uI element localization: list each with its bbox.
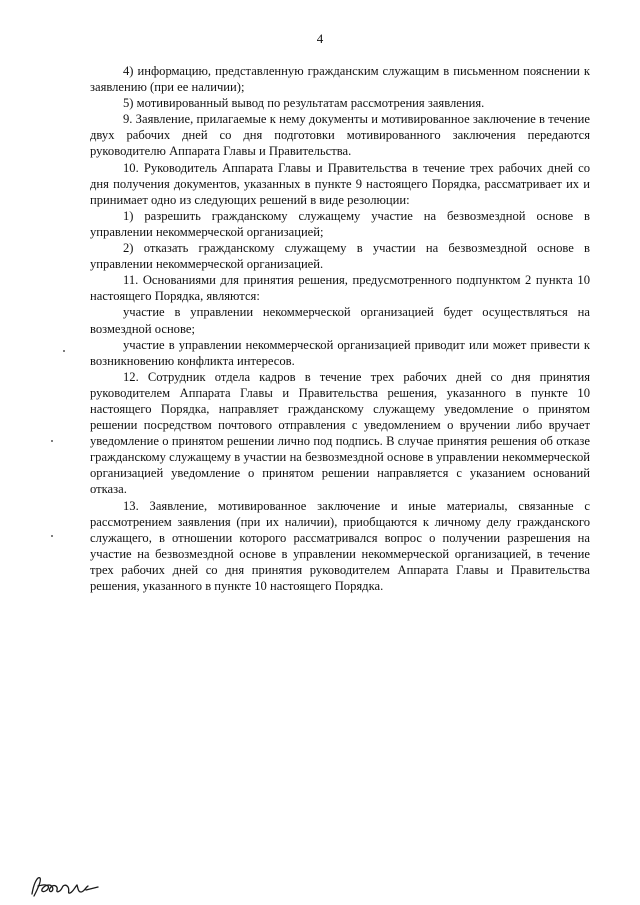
- paragraph-11-ground-2: участие в управлении некоммерческой организацией приводит или может привести к возникновению конфликта интересов.: [90, 337, 590, 368]
- paragraph-10-option-2: 2) отказать гражданскому служащему в участии на безвозмездной основе в управлении некоммерческой организацией.: [90, 241, 590, 272]
- paragraph-11: 11. Основаниями для принятия решения, предусмотренного подпунктом 2 пункта 10 настоящего Порядка, являются:: [90, 273, 590, 304]
- handwritten-signature: [28, 872, 108, 900]
- paragraph-10: 10. Руководитель Аппарата Главы и Правительства в течение трех рабочих дней со дня получения документов, указанных в пункте 9 настоящего Порядка, рассматривает их и принимает одно из следующих решений в виде резолюции:: [90, 160, 590, 207]
- page-number: 4: [316, 31, 324, 46]
- paragraph-11-ground-1: участие в управлении некоммерческой организацией будет осуществляться на возмездной основе;: [90, 305, 590, 336]
- scan-speck: [51, 440, 53, 442]
- paragraph-10-option-1: 1) разрешить гражданскому служащему участие на безвозмездной основе в управлении некоммерческой организацией;: [90, 208, 590, 239]
- paragraph-12: 12. Сотрудник отдела кадров в течение трех рабочих дней со дня принятия руководителем Аппарата Главы и Правительства решения, указанного в пункте 10 настоящего Порядка, направляет гражданскому служащему уведомление о принятом решении посредством почтового отправления с уведомлением о вручении либо вручает уведомление о принятом решении лично под подпись. В случае принятия решения об отказе гражданскому служащему в участии на безвозмездной основе в управлении некоммерческой организацией уведомление о принятом решении направляется с указанием оснований отказа.: [90, 369, 590, 497]
- paragraph-item-5: 5) мотивированный вывод по результатам рассмотрения заявления.: [123, 96, 485, 111]
- scan-speck: [51, 535, 53, 537]
- scan-speck: [63, 350, 65, 352]
- document-body: [90, 63, 590, 594]
- paragraph-13: 13. Заявление, мотивированное заключение и иные материалы, связанные с рассмотрением заявления (при их наличии), приобщаются к личному делу гражданского служащего, в отношении которого рассматривался вопрос о получении разрешения на участие на безвозмездной основе в управлении некоммерческой организацией, в течение трех рабочих дней со дня принятия руководителем Аппарата Главы и Правительства решения, указанного в пункте 10 настоящего Порядка.: [90, 498, 590, 593]
- paragraph-item-4: 4) информацию, представленную гражданским служащим в письменном пояснении к заявлению (при ее наличии);: [90, 64, 590, 95]
- paragraph-9: 9. Заявление, прилагаемые к нему документы и мотивированное заключение в течение двух рабочих дней со дня подготовки мотивированного заключения передаются руководителю Аппарата Главы и Правительства.: [90, 112, 590, 159]
